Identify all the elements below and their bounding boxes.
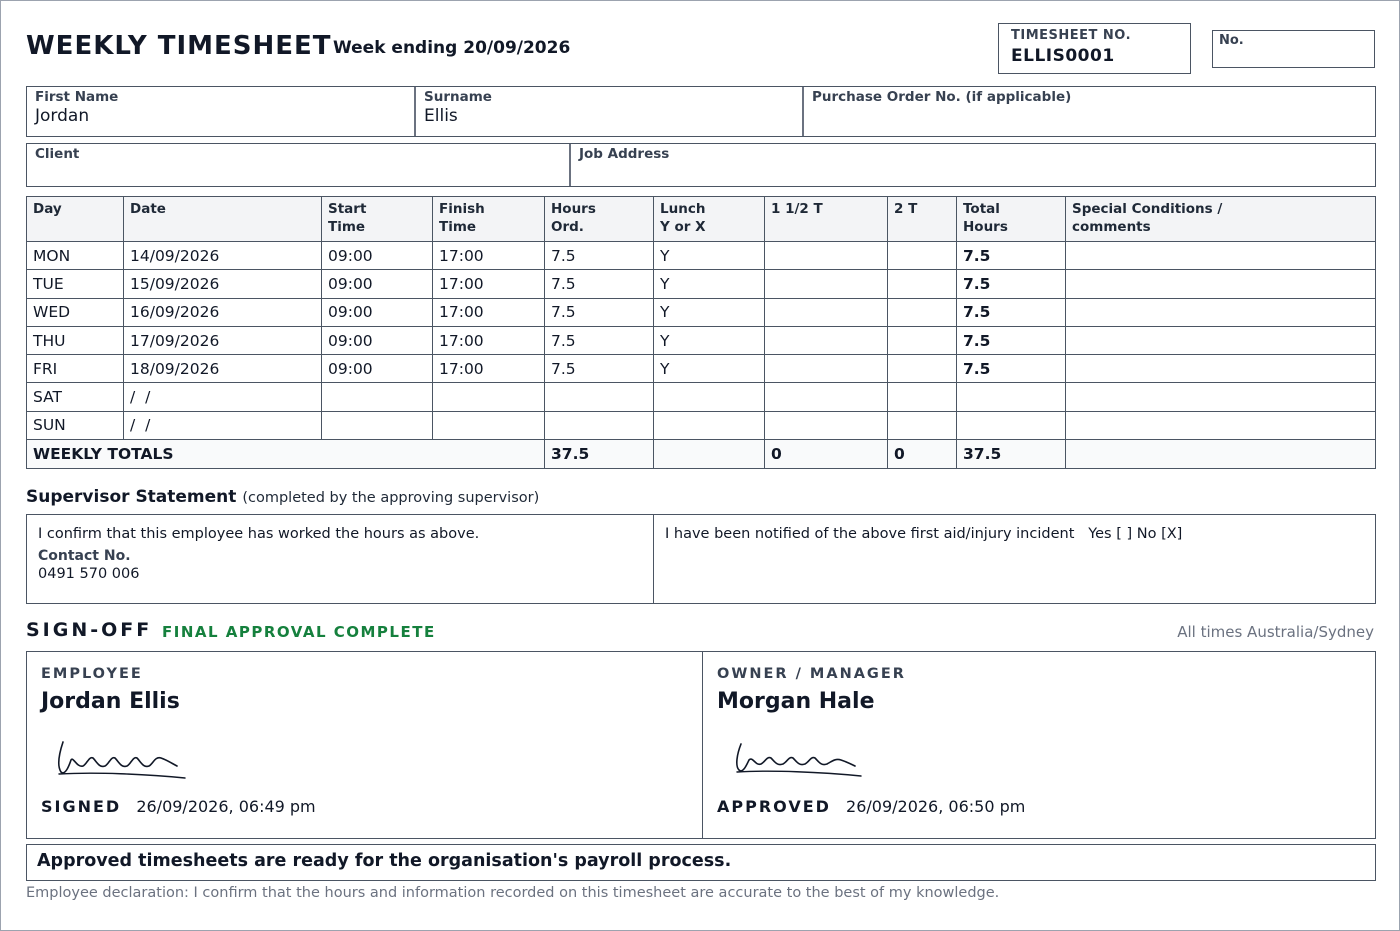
name-row [26, 86, 1376, 137]
signoff-box [26, 651, 1376, 839]
double-time-cell[interactable] [888, 326, 957, 354]
table-row [27, 411, 1376, 439]
table-row [27, 242, 1376, 270]
total-hours-cell [957, 383, 1066, 411]
total-hours-cell: 7.5 [957, 242, 1066, 270]
date-cell: / / [124, 383, 322, 411]
table-row [27, 326, 1376, 354]
client-row [26, 143, 1376, 187]
number-label: No. [1219, 33, 1244, 48]
total-hours-cell: 7.5 [957, 298, 1066, 326]
weekly-totals-label: WEEKLY TOTALS [27, 440, 545, 469]
lunch-cell[interactable]: Y [654, 298, 765, 326]
total-comments-cell [1066, 440, 1376, 469]
time-and-half-cell[interactable] [765, 355, 888, 383]
column-header-line: Total [963, 201, 1000, 217]
column-header-line: comments [1072, 219, 1151, 235]
column-header-line: 1 1/2 T [771, 201, 823, 217]
supervisor-confirm-panel [27, 515, 654, 603]
column-header [654, 197, 765, 242]
first-name-field[interactable] [27, 87, 416, 136]
first-name-value: Jordan [35, 106, 90, 126]
manager-signoff [703, 652, 1375, 838]
page-title: WEEKLY TIMESHEET [26, 31, 332, 61]
table-row [27, 298, 1376, 326]
date-cell: 14/09/2026 [124, 242, 322, 270]
column-header [957, 197, 1066, 242]
total-hours-cell: 7.5 [957, 270, 1066, 298]
double-time-cell[interactable] [888, 270, 957, 298]
day-cell: WED [27, 298, 124, 326]
day-cell: THU [27, 326, 124, 354]
column-header-line: Lunch [660, 201, 706, 217]
manager-signature [731, 736, 866, 782]
purchase-order-field[interactable] [804, 87, 1375, 136]
column-header-line: Date [130, 201, 166, 217]
employee-name: Jordan Ellis [41, 689, 180, 714]
column-header [1066, 197, 1376, 242]
approval-status-badge: FINAL APPROVAL COMPLETE [162, 623, 436, 641]
start-time-cell[interactable]: 09:00 [322, 298, 433, 326]
start-time-cell[interactable]: 09:00 [322, 355, 433, 383]
time-and-half-cell[interactable] [765, 242, 888, 270]
date-cell: 15/09/2026 [124, 270, 322, 298]
finish-time-cell[interactable]: 17:00 [433, 355, 545, 383]
start-time-cell[interactable]: 09:00 [322, 242, 433, 270]
column-header [433, 197, 545, 242]
date-cell: / / [124, 411, 322, 439]
client-field[interactable] [27, 144, 571, 186]
manager-role: OWNER / MANAGER [717, 666, 906, 682]
start-time-cell[interactable]: 09:00 [322, 326, 433, 354]
signoff-title: SIGN-OFF [26, 619, 153, 641]
lunch-cell[interactable] [654, 383, 765, 411]
day-cell: SAT [27, 383, 124, 411]
hours-ord-cell[interactable] [545, 411, 654, 439]
timesheet-number-label: TIMESHEET NO. [1011, 28, 1132, 43]
timesheet-table [26, 196, 1376, 469]
date-cell: 18/09/2026 [124, 355, 322, 383]
column-header-line: Start [328, 201, 367, 217]
comments-cell[interactable] [1066, 355, 1376, 383]
time-and-half-cell[interactable] [765, 326, 888, 354]
column-header [765, 197, 888, 242]
supervisor-confirm-text: I confirm that this employee has worked the hours as above. [38, 526, 480, 542]
payroll-ready-notice: Approved timesheets are ready for the organisation's payroll process. [26, 844, 1376, 881]
column-header [27, 197, 124, 242]
total-total-cell: 37.5 [957, 440, 1066, 469]
day-cell: TUE [27, 270, 124, 298]
comments-cell[interactable] [1066, 242, 1376, 270]
table-header-row [27, 197, 1376, 242]
employee-role: EMPLOYEE [41, 666, 143, 682]
column-header [124, 197, 322, 242]
table-body [27, 242, 1376, 469]
employee-signature [55, 736, 190, 782]
supervisor-heading [26, 487, 539, 507]
hours-ord-cell[interactable]: 7.5 [545, 326, 654, 354]
day-cell: SUN [27, 411, 124, 439]
column-header-line: Hours [551, 201, 596, 217]
time-and-half-cell[interactable] [765, 411, 888, 439]
column-header [888, 197, 957, 242]
lunch-cell[interactable] [654, 411, 765, 439]
contact-label: Contact No. [38, 548, 131, 564]
column-header-line: Ord. [551, 219, 584, 235]
column-header [322, 197, 433, 242]
manager-approved-time: 26/09/2026, 06:50 pm [846, 797, 1026, 816]
date-cell: 17/09/2026 [124, 326, 322, 354]
incident-panel [654, 515, 1375, 603]
finish-time-cell[interactable]: 17:00 [433, 326, 545, 354]
column-header-line: 2 T [894, 201, 918, 217]
weekly-totals-row [27, 440, 1376, 469]
column-header-line: Finish [439, 201, 485, 217]
column-header-line: Hours [963, 219, 1008, 235]
column-header-line: Time [328, 219, 366, 235]
incident-text: I have been notified of the above first aid/injury incident Yes [ ] No [X] [665, 526, 1183, 542]
finish-time-cell[interactable]: 17:00 [433, 242, 545, 270]
manager-approved-line [717, 797, 1025, 816]
supervisor-title: Supervisor Statement [26, 487, 237, 507]
contact-value: 0491 570 006 [38, 566, 140, 582]
timesheet-number-value: ELLIS0001 [1011, 46, 1115, 66]
finish-time-cell[interactable] [433, 411, 545, 439]
surname-field[interactable] [416, 87, 804, 136]
total-lunch-cell [654, 440, 765, 469]
timesheet-number-box [998, 23, 1191, 74]
hours-ord-cell[interactable]: 7.5 [545, 298, 654, 326]
timezone-note: All times Australia/Sydney [1177, 623, 1374, 641]
start-time-cell[interactable] [322, 411, 433, 439]
supervisor-statement-box [26, 514, 1376, 604]
finish-time-cell[interactable] [433, 383, 545, 411]
total-hours-cell: 7.5 [957, 326, 1066, 354]
double-time-cell[interactable] [888, 298, 957, 326]
manager-name: Morgan Hale [717, 689, 875, 714]
job-address-label: Job Address [579, 146, 670, 162]
lunch-cell[interactable]: Y [654, 270, 765, 298]
comments-cell[interactable] [1066, 411, 1376, 439]
employee-action: SIGNED [41, 797, 122, 816]
table-row [27, 270, 1376, 298]
total-hours-cell: 7.5 [957, 355, 1066, 383]
double-time-cell[interactable] [888, 355, 957, 383]
surname-value: Ellis [424, 106, 458, 126]
comments-cell[interactable] [1066, 298, 1376, 326]
time-and-half-cell[interactable] [765, 298, 888, 326]
client-label: Client [35, 146, 80, 162]
supervisor-subtitle: (completed by the approving supervisor) [242, 490, 540, 506]
start-time-cell[interactable] [322, 383, 433, 411]
column-header-line: Day [33, 201, 62, 217]
comments-cell[interactable] [1066, 270, 1376, 298]
finish-time-cell[interactable]: 17:00 [433, 298, 545, 326]
finish-time-cell[interactable]: 17:00 [433, 270, 545, 298]
manager-action: APPROVED [717, 797, 831, 816]
total-hours-cell [957, 411, 1066, 439]
purchase-order-label: Purchase Order No. (if applicable) [812, 89, 1072, 105]
day-cell: MON [27, 242, 124, 270]
table-row [27, 383, 1376, 411]
hours-ord-cell[interactable]: 7.5 [545, 355, 654, 383]
employee-signoff [27, 652, 703, 838]
column-header [545, 197, 654, 242]
total-t15-cell: 0 [765, 440, 888, 469]
double-time-cell[interactable] [888, 242, 957, 270]
total-t2-cell: 0 [888, 440, 957, 469]
double-time-cell[interactable] [888, 383, 957, 411]
column-header-line: Time [439, 219, 477, 235]
employee-declaration: Employee declaration: I confirm that the hours and information recorded on this timesheet are accurate to the best of my knowledge. [26, 885, 1000, 901]
comments-cell[interactable] [1066, 383, 1376, 411]
day-cell: FRI [27, 355, 124, 383]
week-ending: Week ending 20/09/2026 [333, 38, 571, 58]
time-and-half-cell[interactable] [765, 383, 888, 411]
employee-signed-line [41, 797, 316, 816]
surname-label: Surname [424, 89, 492, 105]
column-header-line: Special Conditions / [1072, 201, 1223, 217]
time-and-half-cell[interactable] [765, 270, 888, 298]
start-time-cell[interactable]: 09:00 [322, 270, 433, 298]
lunch-cell[interactable]: Y [654, 355, 765, 383]
table-row [27, 355, 1376, 383]
total-hours-cell: 37.5 [545, 440, 654, 469]
date-cell: 16/09/2026 [124, 298, 322, 326]
first-name-label: First Name [35, 89, 119, 105]
number-field[interactable] [1212, 30, 1375, 68]
comments-cell[interactable] [1066, 326, 1376, 354]
lunch-cell[interactable]: Y [654, 242, 765, 270]
hours-ord-cell[interactable]: 7.5 [545, 242, 654, 270]
hours-ord-cell[interactable]: 7.5 [545, 270, 654, 298]
job-address-field[interactable] [571, 144, 1375, 186]
employee-signed-time: 26/09/2026, 06:49 pm [136, 797, 316, 816]
column-header-line: Y or X [660, 219, 706, 235]
hours-ord-cell[interactable] [545, 383, 654, 411]
lunch-cell[interactable]: Y [654, 326, 765, 354]
double-time-cell[interactable] [888, 411, 957, 439]
